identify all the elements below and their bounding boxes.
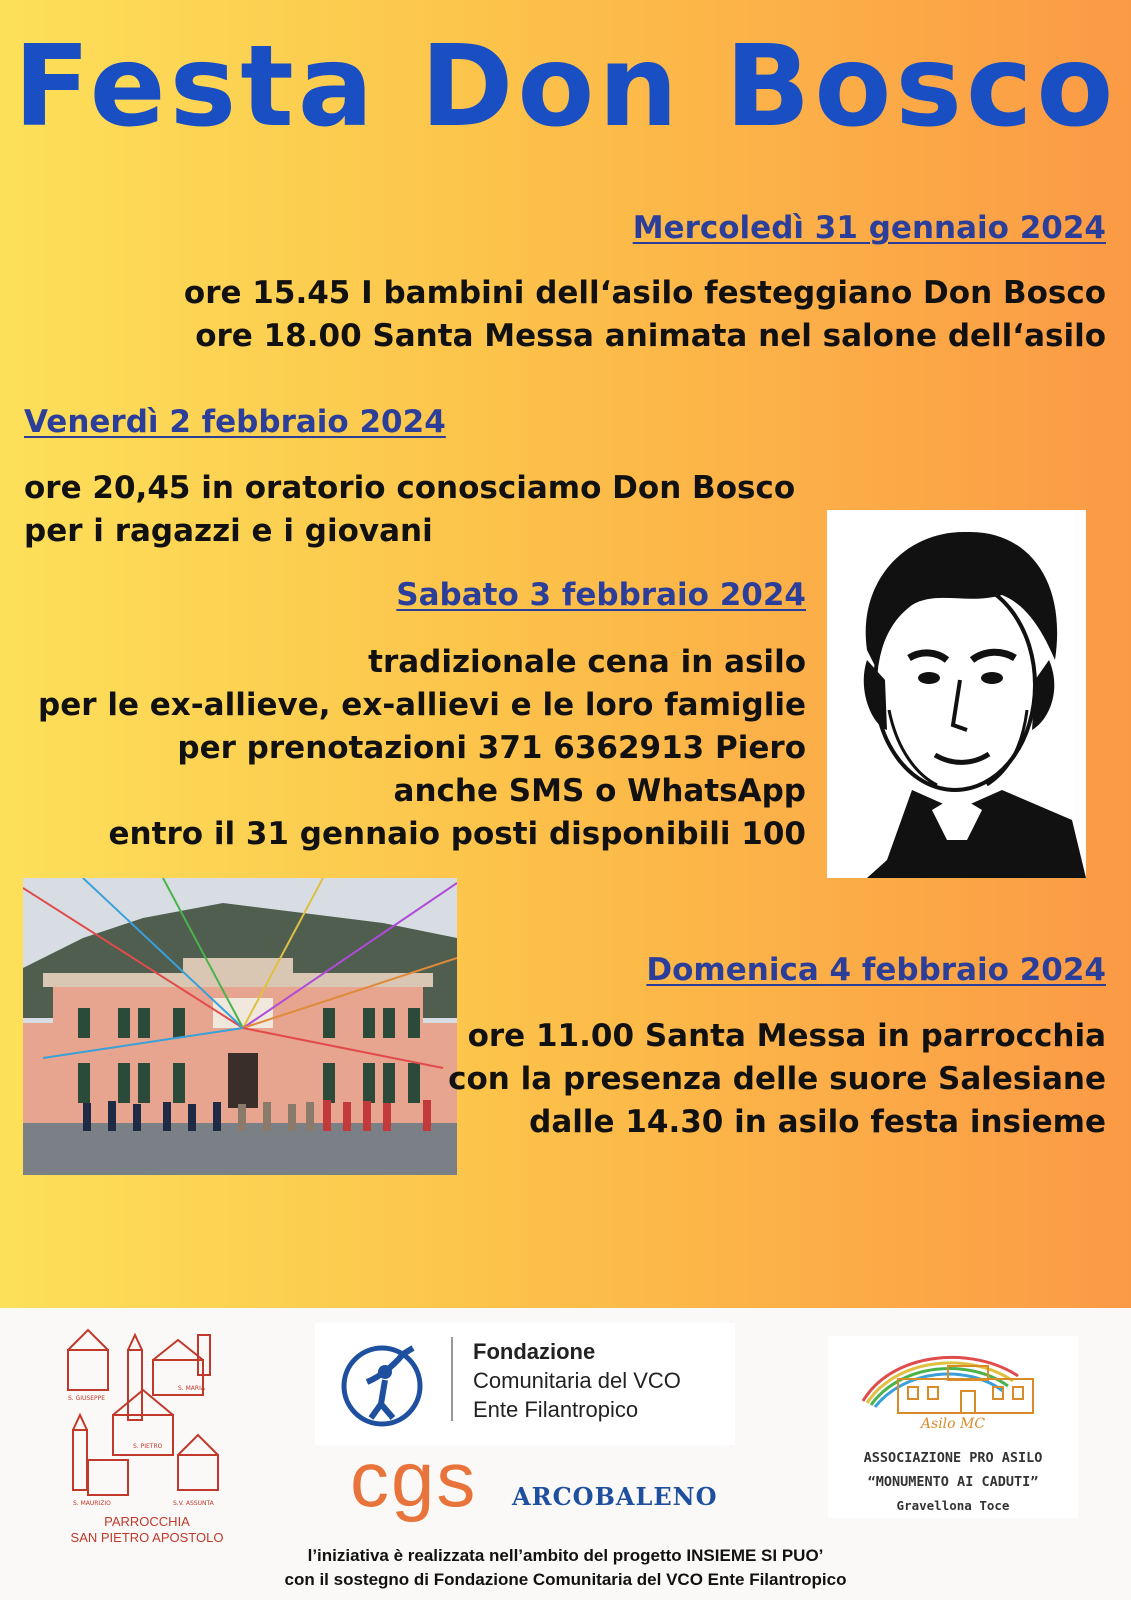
event-line: per prenotazioni 371 6362913 Piero (177, 730, 806, 766)
date-saturday: Sabato 3 febbraio 2024 (396, 577, 806, 613)
fondazione-line: Comunitaria del VCO (473, 1368, 681, 1393)
event-wednesday-details (184, 272, 1106, 358)
date-friday: Venerdì 2 febbraio 2024 (24, 404, 446, 440)
poster-title: Festa Don Bosco (13, 22, 1118, 152)
portrait-drawing (827, 510, 1086, 878)
fondazione-line: Ente Filantropico (473, 1397, 639, 1422)
asilo-line: ASSOCIAZIONE PRO ASILO (863, 1450, 1043, 1466)
parish-name-line: SAN PIETRO APOSTOLO (70, 1530, 224, 1545)
event-line: anche SMS o WhatsApp (393, 773, 806, 809)
event-line: ore 18.00 Santa Messa animata nel salone dell‘asilo (195, 318, 1106, 354)
svg-text:S. GIUSEPPE: S. GIUSEPPE (68, 1395, 106, 1402)
fondazione-logo (315, 1323, 735, 1445)
churches-sketch-icon (58, 1320, 236, 1510)
svg-text:S. PIETRO: S. PIETRO (133, 1443, 163, 1450)
event-line: ore 11.00 Santa Messa in parrocchia (467, 1018, 1106, 1054)
building-drawing (23, 878, 457, 1175)
cgs-wordmark: cgs (350, 1435, 478, 1523)
date-sunday: Domenica 4 febbraio 2024 (646, 952, 1106, 988)
fondazione-person-icon (337, 1334, 437, 1434)
asilo-building-photo (23, 878, 457, 1175)
parish-logo (58, 1320, 236, 1550)
date-wednesday: Mercoledì 31 gennaio 2024 (632, 210, 1106, 246)
event-line: dalle 14.30 in asilo festa insieme (529, 1104, 1106, 1140)
event-saturday-details (38, 641, 806, 856)
event-sunday-details (448, 1015, 1106, 1144)
fondazione-divider (451, 1337, 453, 1421)
asilo-badge: Asilo MC (920, 1416, 986, 1432)
svg-text:S. MARIA: S. MARIA (178, 1385, 205, 1392)
asilo-logo (828, 1336, 1078, 1518)
event-line: con la presenza delle suore Salesiane (448, 1061, 1106, 1097)
asilo-line: “MONUMENTO AI CADUTI” (867, 1474, 1039, 1490)
asilo-text (828, 1446, 1078, 1518)
event-friday-details (24, 467, 795, 553)
event-line: entro il 31 gennaio posti disponibili 100 (108, 816, 806, 852)
event-line: tradizionale cena in asilo (368, 644, 806, 680)
event-line: per le ex-allieve, ex-allievi e le loro famiglie (38, 687, 806, 723)
footer-note-line-2: con il sostegno di Fondazione Comunitaria del VCO Ente Filantropico (284, 1570, 847, 1589)
parish-name-line: PARROCCHIA (104, 1514, 190, 1529)
event-line: per i ragazzi e i giovani (24, 513, 433, 549)
footer-note-line-1: l’iniziativa è realizzata nell’ambito del progetto INSIEME SI PUO’ (307, 1546, 824, 1565)
cgs-name: ARCOBALENO (512, 1482, 718, 1511)
footer-logos (0, 1308, 1131, 1600)
svg-text:S. MAURIZIO: S. MAURIZIO (73, 1500, 111, 1507)
don-bosco-portrait (827, 510, 1086, 878)
cgs-logo (350, 1435, 730, 1530)
fondazione-text (473, 1337, 681, 1424)
event-line: ore 20,45 in oratorio conosciamo Don Bosco (24, 470, 796, 506)
parish-name (58, 1514, 236, 1546)
asilo-line: Gravellona Toce (896, 1498, 1010, 1513)
event-line: ore 15.45 I bambini dell‘asilo festeggiano Don Bosco (183, 275, 1106, 311)
fondazione-line: Fondazione (473, 1339, 596, 1364)
svg-text:S.V. ASSUNTA: S.V. ASSUNTA (173, 1500, 214, 1507)
